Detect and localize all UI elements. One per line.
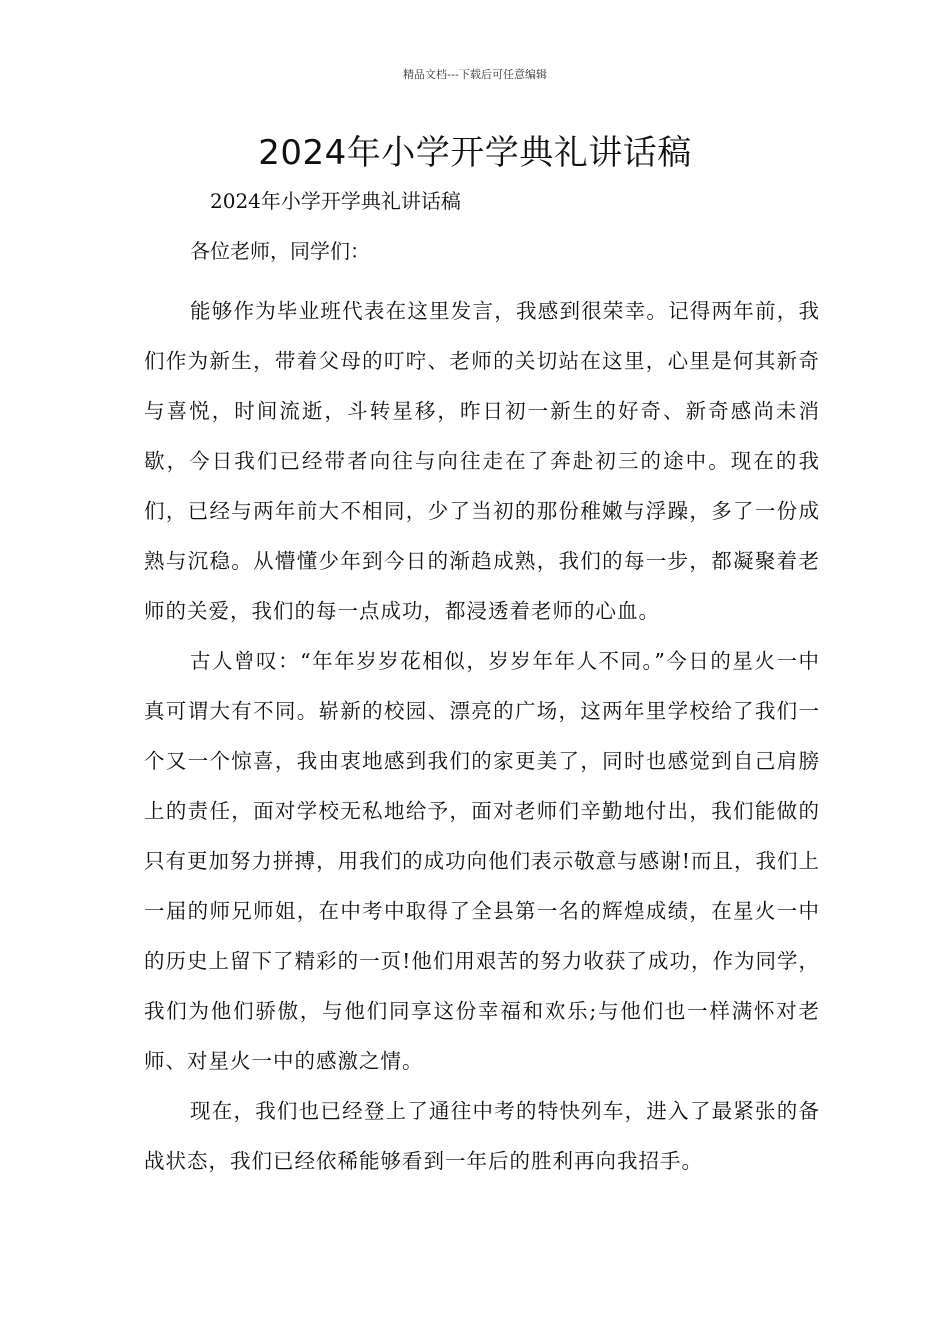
- paragraph-2: 古人曾叹：“年年岁岁花相似，岁岁年年人不同。”今日的星火一中真可谓大有不同。崭新的校园、漂亮的广场，这两年里学校给了我们一个又一个惊喜，我由衷地感到我们的家更美了，同时也感觉到自己肩膀上的责任，面对学校无私地给予，面对老师们辛勤地付出，我们能做的只有更加努力拼搏，用我们的成功向他们表示敬意与感谢!而且，我们上一届的师兄师姐，在中考中取得了全县第一名的辉煌成绩，在星火一中的历史上留下了精彩的一页!他们用艰苦的努力收获了成功，作为同学，我们为他们骄傲，与他们同享这份幸福和欢乐;与他们也一样满怀对老师、对星火一中的感激之情。: [144, 649, 820, 1073]
- paragraph-1: 能够作为毕业班代表在这里发言，我感到很荣幸。记得两年前，我们作为新生，带着父母的叮咛、老师的关切站在这里，心里是何其新奇与喜悦，时间流逝，斗转星移，昨日初一新生的好奇、新奇感尚未消歇，今日我们已经带者向往与向往走在了奔赴初三的途中。现在的我们，已经与两年前大不相同，少了当初的那份稚嫩与浮躁，多了一份成熟与沉稳。从懵懂少年到今日的渐趋成熟，我们的每一步，都凝聚着老师的关爱，我们的每一点成功，都浸透着老师的心血。: [144, 299, 820, 623]
- salutation: 各位老师，同学们：: [190, 239, 370, 263]
- document-subtitle: 2024年小学开学典礼讲话稿: [210, 189, 461, 213]
- paragraph-3: 现在，我们也已经登上了通往中考的特快列车，进入了最紧张的备战状态，我们已经依稀能够看到一年后的胜利再向我招手。: [144, 1099, 820, 1173]
- document-title: 2024年小学开学典礼讲话稿: [258, 133, 692, 173]
- speech-body: [144, 286, 820, 1186]
- page-header-note: 精品文档---下载后可任意编辑: [403, 68, 547, 81]
